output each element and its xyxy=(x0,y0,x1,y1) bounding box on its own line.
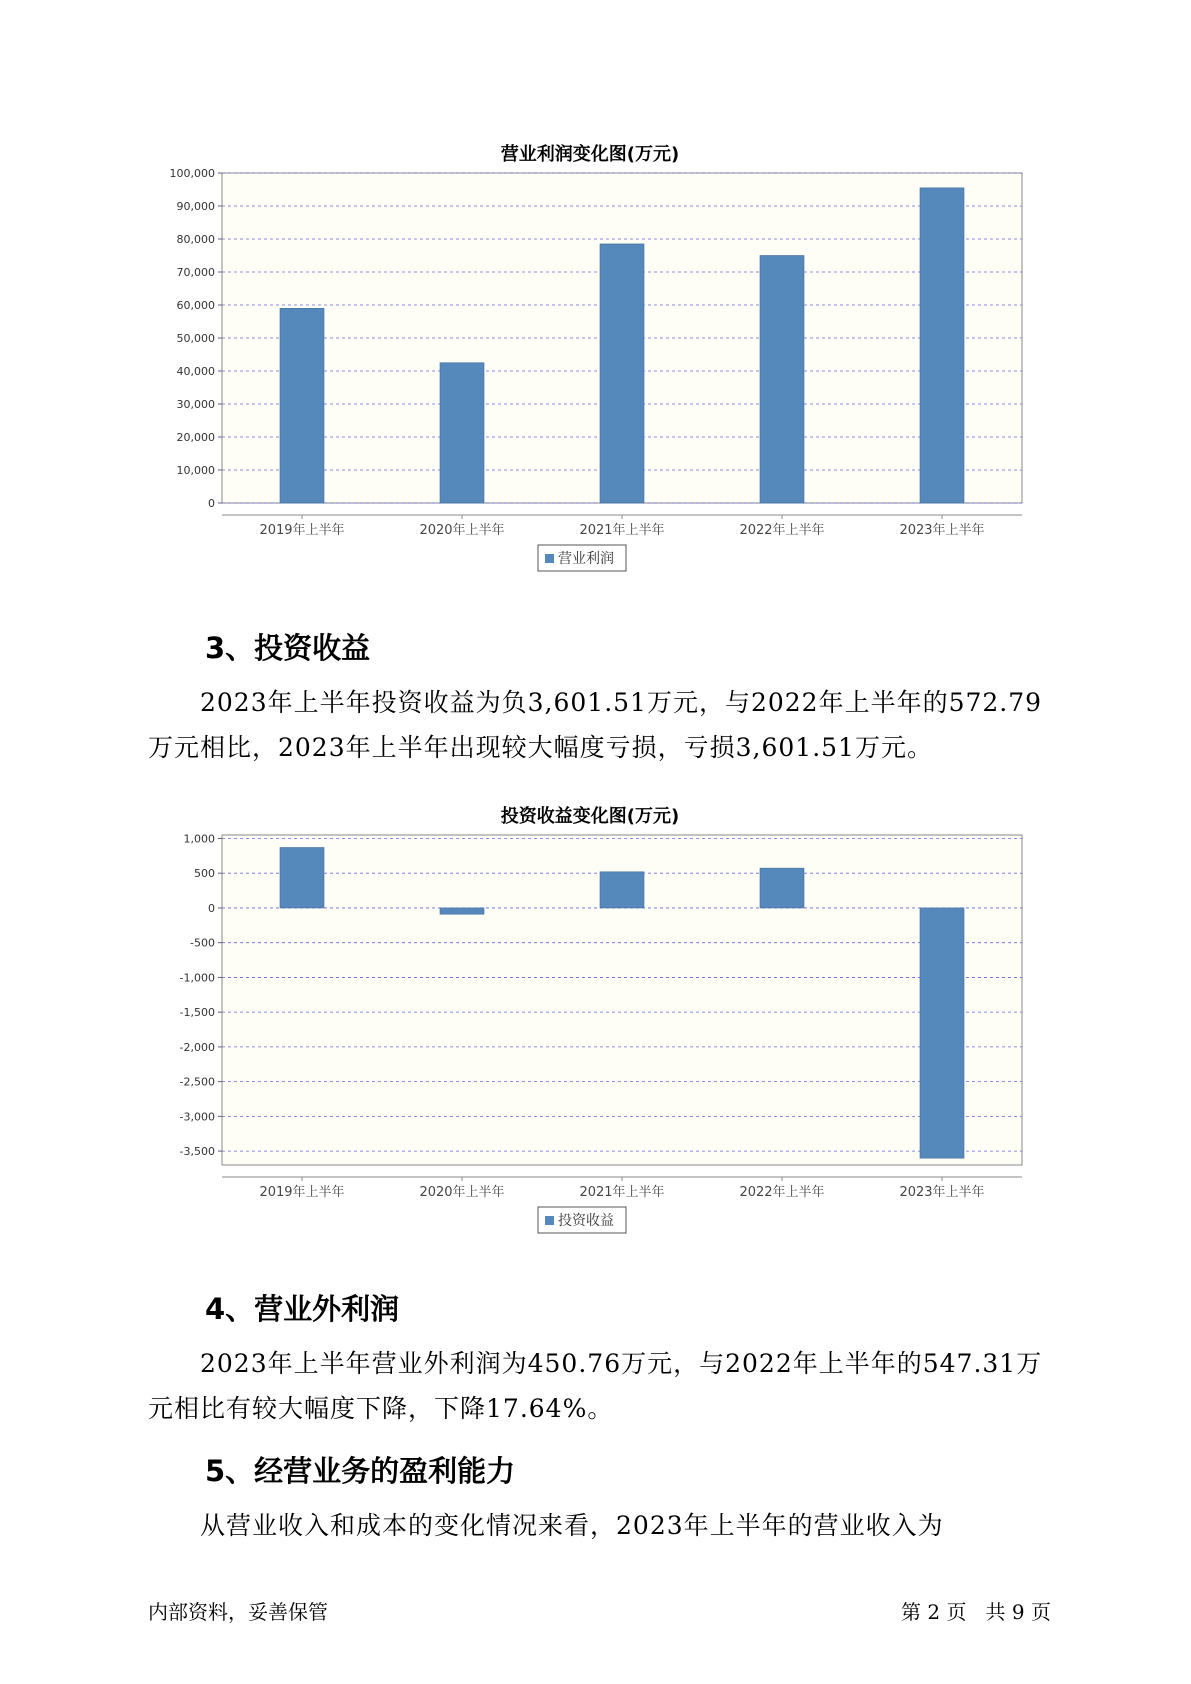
y-tick-label: 1,000 xyxy=(183,832,215,846)
bar xyxy=(440,363,484,503)
y-tick-label: 60,000 xyxy=(176,299,215,312)
bar xyxy=(280,848,324,908)
section-heading-investment-income: 3、投资收益 xyxy=(205,631,371,665)
bar xyxy=(760,256,804,504)
bar xyxy=(920,908,964,1158)
bar xyxy=(600,872,644,908)
y-tick-label: -3,500 xyxy=(179,1145,215,1159)
y-tick-label: 90,000 xyxy=(176,200,215,213)
y-tick-label: 20,000 xyxy=(176,431,215,444)
x-tick-label: 2023年上半年 xyxy=(899,523,985,538)
y-tick-label: 70,000 xyxy=(176,266,215,279)
bar xyxy=(920,188,964,503)
investment-income-chart xyxy=(150,802,1030,1252)
footer-page-number: 第 2 页 共 9 页 xyxy=(901,1600,1051,1624)
y-tick-label: 0 xyxy=(208,497,215,510)
section-heading-profitability: 5、经营业务的盈利能力 xyxy=(205,1454,516,1488)
section-paragraph-non-operating-profit xyxy=(148,1341,1048,1431)
y-tick-label: 50,000 xyxy=(176,332,215,345)
x-tick-label: 2020年上半年 xyxy=(419,523,505,538)
chart-svg xyxy=(150,165,1030,595)
paragraph-line: 从营业收入和成本的变化情况来看，2023年上半年的营业收入为 xyxy=(200,1511,944,1540)
footer-confidential-note: 内部资料，妥善保管 xyxy=(148,1600,328,1624)
operating-profit-chart xyxy=(150,140,1030,590)
paragraph-line: 万元相比，2023年上半年出现较大幅度亏损，亏损3,601.51万元。 xyxy=(148,733,933,762)
legend-label: 投资收益 xyxy=(558,1213,614,1229)
legend-swatch xyxy=(545,1216,554,1225)
section-heading-non-operating-profit: 4、营业外利润 xyxy=(205,1292,400,1326)
y-tick-label: -1,500 xyxy=(179,1006,215,1020)
y-tick-label: 40,000 xyxy=(176,365,215,378)
x-tick-label: 2021年上半年 xyxy=(579,1185,665,1200)
y-tick-label: 80,000 xyxy=(176,233,215,246)
bar xyxy=(760,868,804,908)
paragraph-line: 元相比有较大幅度下降，下降17.64%。 xyxy=(148,1394,614,1423)
paragraph-line: 2023年上半年投资收益为负3,601.51万元，与2022年上半年的572.79 xyxy=(200,688,1043,717)
bar xyxy=(280,308,324,503)
y-tick-label: -500 xyxy=(190,936,215,950)
chart-title: 营业利润变化图(万元) xyxy=(500,144,680,165)
y-tick-label: 500 xyxy=(194,867,215,881)
x-tick-label: 2021年上半年 xyxy=(579,523,665,538)
x-tick-label: 2020年上半年 xyxy=(419,1185,505,1200)
legend-label: 营业利润 xyxy=(558,551,614,567)
chart-svg xyxy=(150,827,1030,1257)
x-tick-label: 2022年上半年 xyxy=(739,523,825,538)
chart-title: 投资收益变化图(万元) xyxy=(500,806,680,827)
x-tick-label: 2019年上半年 xyxy=(259,1185,345,1200)
y-tick-label: 10,000 xyxy=(176,464,215,477)
section-paragraph-profitability xyxy=(148,1503,1048,1548)
y-tick-label: -3,000 xyxy=(179,1110,215,1124)
section-paragraph-investment-income xyxy=(148,680,1048,770)
x-tick-label: 2022年上半年 xyxy=(739,1185,825,1200)
y-tick-label: 30,000 xyxy=(176,398,215,411)
x-tick-label: 2023年上半年 xyxy=(899,1185,985,1200)
paragraph-line: 2023年上半年营业外利润为450.76万元，与2022年上半年的547.31万 xyxy=(200,1349,1043,1378)
y-tick-label: -2,500 xyxy=(179,1075,215,1089)
x-tick-label: 2019年上半年 xyxy=(259,523,345,538)
y-tick-label: 100,000 xyxy=(169,167,215,180)
bar xyxy=(600,244,644,503)
y-tick-label: 0 xyxy=(208,901,215,915)
y-tick-label: -1,000 xyxy=(179,971,215,985)
y-tick-label: -2,000 xyxy=(179,1040,215,1054)
legend-swatch xyxy=(545,554,554,563)
bar xyxy=(440,908,484,914)
